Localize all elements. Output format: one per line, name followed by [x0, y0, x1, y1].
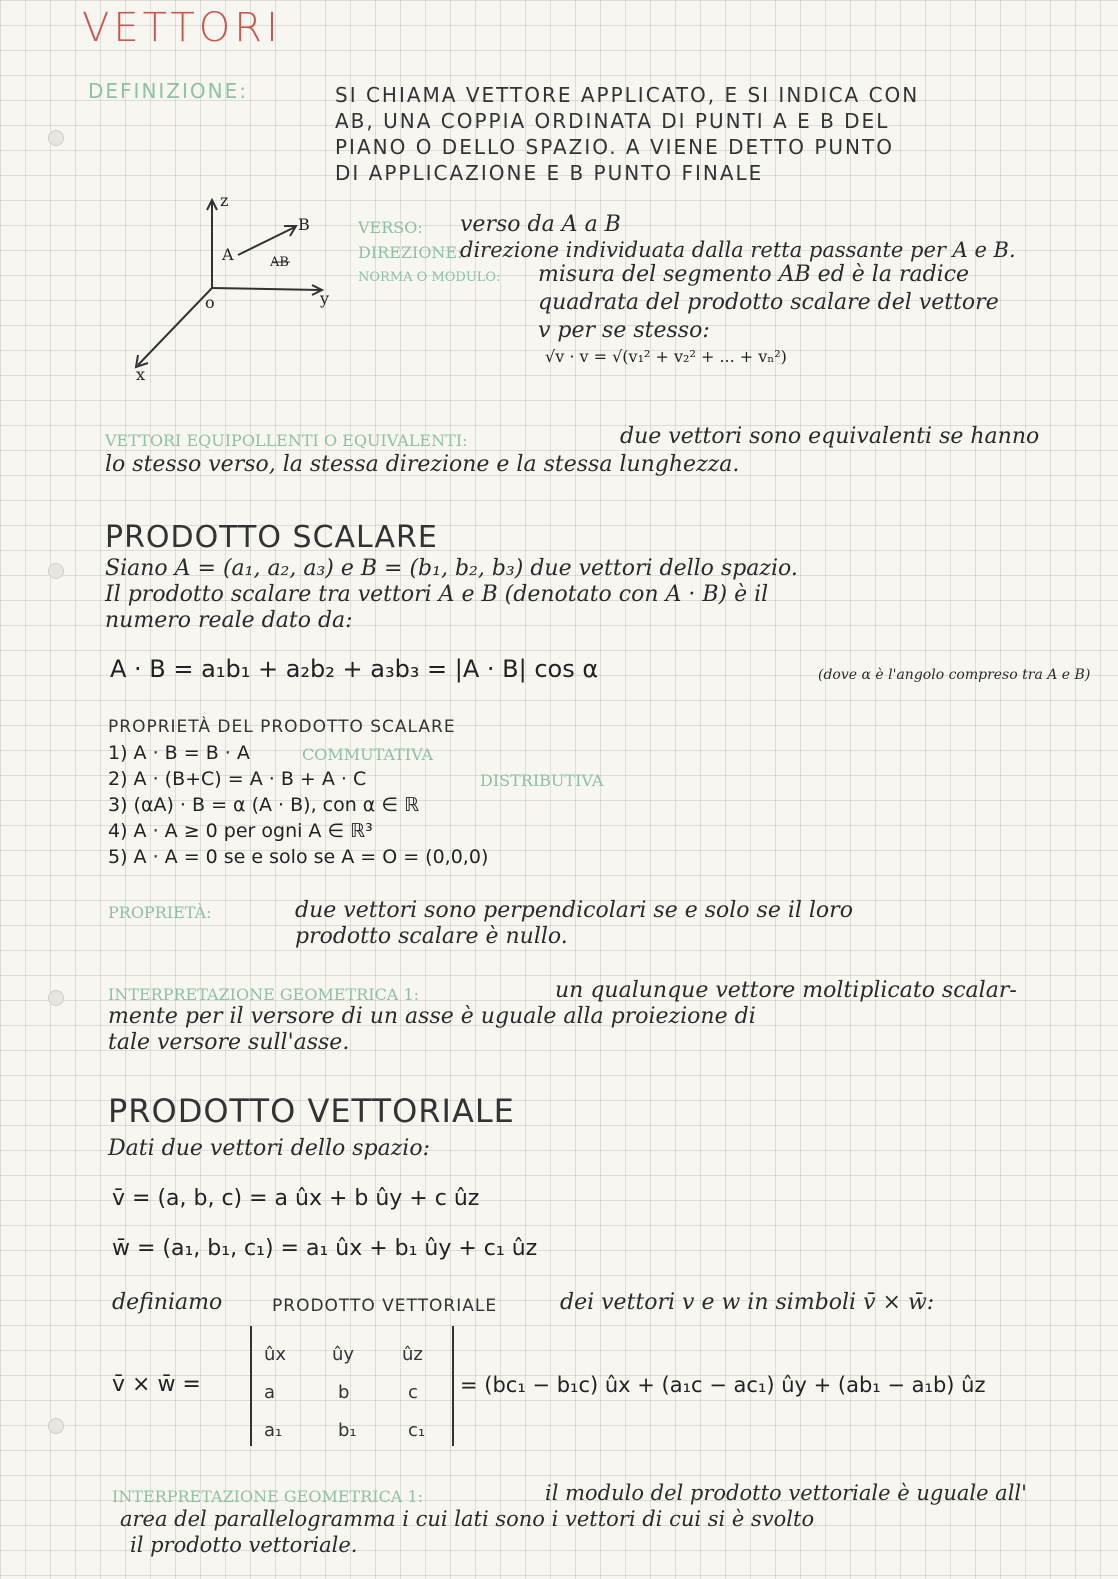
definition-label: DEFINIZIONE:: [88, 79, 248, 103]
scalare-interp-line-1: un qualunque vettore moltiplicato scalar-: [555, 978, 1017, 1003]
binder-hole: [48, 130, 64, 146]
equipollenti-label: VETTORI EQUIPOLLENTI O EQUIVALENTI:: [105, 431, 468, 450]
cross-product-lhs: v̄ × w̄ =: [112, 1372, 201, 1397]
matrix-cell: c: [408, 1382, 418, 1403]
vector-ab-label: AB: [270, 255, 289, 270]
scalare-prop-5: 5) A · A = 0 se e solo se A = O = (0,0,0): [108, 846, 489, 868]
vector-w-definition: w̄ = (a₁, b₁, c₁) = a₁ ûx + b₁ ûy + c₁ ûz: [112, 1236, 538, 1261]
modulo-line-2: quadrata del prodotto scalare del vettore: [538, 290, 999, 315]
definition-line-1: SI CHIAMA VETTORE APPLICATO, E SI INDICA CON: [335, 83, 920, 107]
determinant-matrix: [250, 1326, 454, 1446]
equipollenti-line-1: due vettori sono equivalenti se hanno: [620, 424, 1040, 449]
proprieta-line-2: prodotto scalare è nullo.: [295, 924, 568, 949]
axis-z-label: z: [220, 191, 229, 210]
vettoriale-interp-label: INTERPRETAZIONE GEOMETRICA 1:: [112, 1487, 424, 1506]
vettoriale-heading: PRODOTTO VETTORIALE: [108, 1092, 515, 1130]
vettoriale-intro: Dati due vettori dello spazio:: [108, 1136, 430, 1161]
modulo-label: NORMA O MODULO:: [358, 270, 501, 285]
scalare-line-3: numero reale dato da:: [105, 608, 353, 633]
modulo-line-3: v per se stesso:: [538, 318, 710, 343]
vettoriale-def-pre: definiamo: [112, 1290, 223, 1315]
scalare-heading: PRODOTTO SCALARE: [105, 520, 438, 555]
matrix-cell: a₁: [264, 1420, 283, 1441]
vector-v-definition: v̄ = (a, b, c) = a ûx + b ûy + c ûz: [112, 1186, 480, 1211]
modulo-formula: √v · v = √(v₁² + v₂² + ... + vₙ²): [545, 347, 787, 366]
vettoriale-interp-line-3: il prodotto vettoriale.: [130, 1533, 358, 1557]
point-a-label: A: [222, 245, 234, 264]
scalare-prop-2: 2) A · (B+C) = A · B + A · C: [108, 768, 367, 790]
direzione-text: direzione individuata dalla retta passante per A e B.: [460, 238, 1016, 262]
scalare-props-heading: PROPRIETÀ DEL PRODOTTO SCALARE: [108, 717, 456, 737]
matrix-cell: c₁: [408, 1420, 426, 1441]
scalare-formula: A · B = a₁b₁ + a₂b₂ + a₃b₃ = |A · B| cos α: [110, 655, 599, 683]
binder-hole: [48, 990, 64, 1006]
definition-line-4: DI APPLICAZIONE E B PUNTO FINALE: [335, 161, 764, 185]
scalare-prop-1-tag: COMMUTATIVA: [302, 745, 434, 764]
modulo-line-1: misura del segmento AB ed è la radice: [538, 262, 970, 287]
axis-x-label: x: [136, 365, 146, 384]
scalare-prop-3: 3) (αA) · B = α (A · B), con α ∈ ℝ: [108, 794, 420, 816]
page-title: VETTORI: [82, 5, 282, 51]
matrix-cell: ûx: [264, 1344, 287, 1365]
matrix-cell: b₁: [338, 1420, 357, 1441]
vector-axes-diagram: [120, 190, 360, 380]
vettoriale-interp-line-2: area del parallelogramma i cui lati sono i vettori di cui si è svolto: [120, 1507, 815, 1531]
scalare-interp-line-3: tale versore sull'asse.: [108, 1030, 350, 1055]
definition-line-2: AB, UNA COPPIA ORDINATA DI PUNTI A E B DEL: [335, 109, 890, 133]
scalare-interp-label: INTERPRETAZIONE GEOMETRICA 1:: [108, 985, 420, 1004]
scalare-prop-2-tag: DISTRIBUTIVA: [480, 771, 604, 790]
definition-line-3: PIANO O DELLO SPAZIO. A VIENE DETTO PUNTO: [335, 135, 894, 159]
vettoriale-def-post: dei vettori v e w in simboli v̄ × w̄:: [560, 1290, 935, 1315]
scalare-line-2: Il prodotto scalare tra vettori A e B (denotato con A · B) è il: [105, 582, 769, 607]
origin-label: o: [205, 293, 215, 312]
matrix-cell: ûy: [332, 1344, 355, 1365]
scalare-interp-line-2: mente per il versore di un asse è uguale alla proiezione di: [108, 1004, 756, 1029]
scalare-line-1: Siano A = (a₁, a₂, a₃) e B = (b₁, b₂, b₃) due vettori dello spazio.: [105, 556, 798, 581]
vettoriale-interp-line-1: il modulo del prodotto vettoriale è uguale all': [545, 1481, 1027, 1505]
matrix-cell: b: [338, 1382, 350, 1403]
verso-label: VERSO:: [358, 218, 423, 237]
matrix-cell: ûz: [402, 1344, 423, 1365]
point-b-label: B: [298, 215, 310, 234]
direzione-label: DIREZIONE:: [358, 243, 463, 262]
vettoriale-def-caps: PRODOTTO VETTORIALE: [272, 1296, 498, 1316]
proprieta-line-1: due vettori sono perpendicolari se e solo se il loro: [295, 898, 853, 923]
proprieta-label: PROPRIETÀ:: [108, 903, 212, 922]
scalare-prop-4: 4) A · A ≥ 0 per ogni A ∈ ℝ³: [108, 820, 373, 842]
scalare-prop-1: 1) A · B = B · A: [108, 742, 250, 764]
binder-hole: [48, 1418, 64, 1434]
equipollenti-line-2: lo stesso verso, la stessa direzione e la stessa lunghezza.: [105, 452, 740, 477]
cross-product-rhs: = (bc₁ − b₁c) ûx + (a₁c − ac₁) ûy + (ab₁ − a₁b) ûz: [460, 1373, 986, 1397]
axis-y-label: y: [320, 289, 330, 308]
binder-hole: [48, 563, 64, 579]
scalare-formula-note: (dove α è l'angolo compreso tra A e B): [818, 667, 1091, 683]
verso-text: verso da A a B: [460, 212, 621, 237]
matrix-cell: a: [264, 1382, 276, 1403]
